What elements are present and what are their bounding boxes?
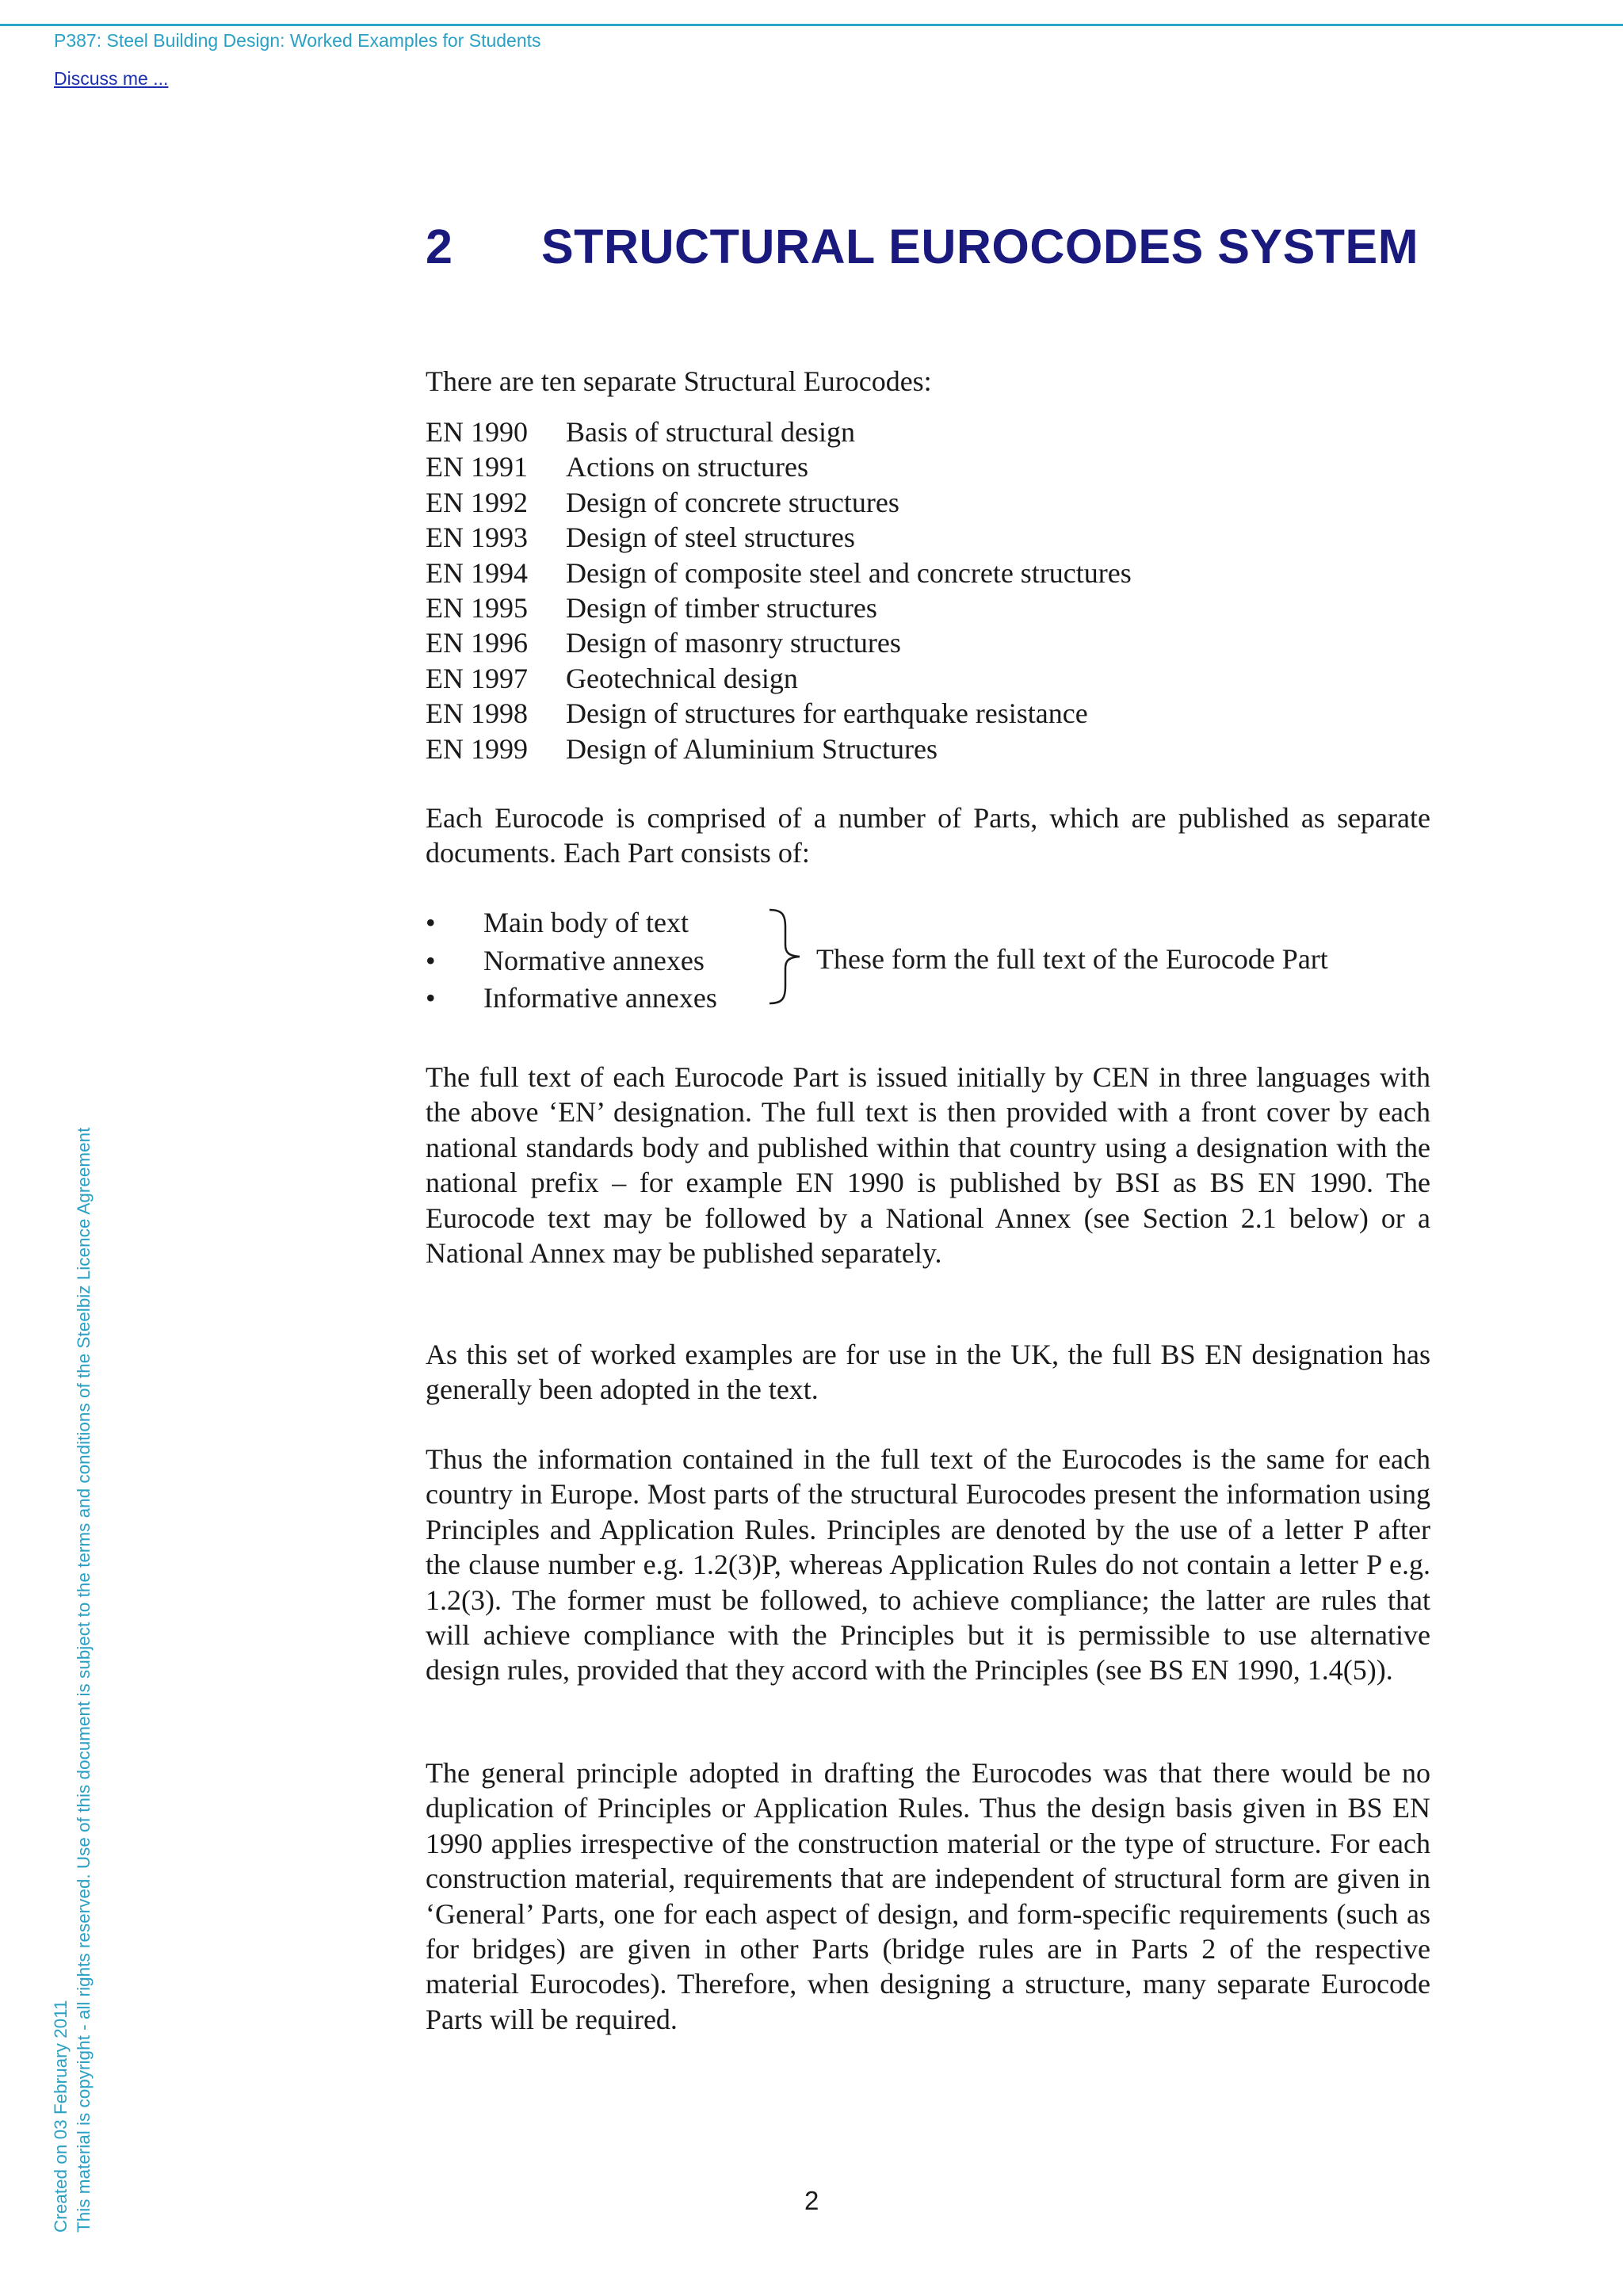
list-item [426, 625, 1132, 660]
list-item [426, 590, 1132, 625]
list-item [426, 415, 1132, 449]
eurocode-title: Design of composite steel and concrete structures [566, 556, 1132, 589]
eurocode-title: Design of structures for earthquake resistance [566, 697, 1088, 730]
discuss-link[interactable]: Discuss me ... [54, 68, 169, 89]
eurocode-code: EN 1996 [426, 627, 528, 659]
eurocode-code: EN 1997 [426, 662, 528, 694]
eurocode-list [426, 415, 1132, 766]
eurocode-title: Design of masonry structures [566, 627, 901, 659]
paragraph-en-designation: The full text of each Eurocode Part is issued initially by CEN in three languages with the above ‘EN’ designation. The full text is then provided with a front cover by each national standards body and published within that country using a designation with the national prefix – for example EN 1990 is published by BSI as BS EN 1990. The Eurocode text may be followed by a National Annex (see Section 2.1 below) or a National Annex may be published separately. [426, 1061, 1430, 1270]
list-item [426, 661, 1132, 696]
eurocode-code: EN 1991 [426, 451, 528, 483]
eurocode-code: EN 1995 [426, 592, 528, 625]
list-item [426, 942, 717, 980]
eurocode-code: EN 1993 [426, 521, 528, 554]
paragraph-general-principle: The general principle adopted in drafting the Eurocodes was that there would be no duplication of Principles or Application Rules. Thus the design basis given in BS EN 1990 applies irrespective of the construction material or the type of structure. For each construction material, requirements that are independent of structural form are given in ‘General’ Parts, one for each aspect of design, and form-specific requirements (such as for bridges) are given in other Parts (bridge rules are in Parts 2 of the respective material Eurocodes). Therefore, when designing a structure, many separate Eurocode Parts will be required. [426, 1757, 1430, 2035]
side-notice-copyright: This material is copyright - all rights reserved. Use of this document is subject to the terms and conditions of the Steelbiz Licence Agreement [74, 1127, 94, 2233]
bullet-glyph: • [426, 944, 436, 976]
chapter-title: STRUCTURAL EUROCODES SYSTEM [541, 220, 1419, 273]
eurocode-title: Design of Aluminium Structures [566, 732, 938, 765]
list-item [426, 696, 1132, 731]
eurocode-title: Design of timber structures [566, 592, 877, 625]
eurocode-title: Actions on structures [566, 451, 808, 483]
list-item [426, 449, 1132, 484]
eurocode-title: Design of steel structures [566, 521, 855, 554]
side-notice-created: Created on 03 February 2011 [51, 2000, 71, 2233]
intro-paragraph: There are ten separate Structural Eurocodes: [426, 365, 932, 397]
header-rule [0, 24, 1623, 26]
eurocode-title: Geotechnical design [566, 662, 798, 694]
paragraph-principles: Thus the information contained in the full text of the Eurocodes is the same for each country in Europe. Most parts of the structural Eurocodes present the information using Principles and Application Rules. Principles are denoted by the use of a letter P after the clause number e.g. 1.2(3)P, whereas Application Rules do not contain a letter P e.g. 1.2(3). The former must be followed, to achieve compliance; the latter are rules that will achieve compliance with the Principles but it is permissible to use alternative design rules, provided that they accord with the Principles (see BS EN 1990, 1.4(5)). [426, 1443, 1430, 1687]
bullet-glyph: • [426, 907, 436, 938]
chapter-heading [426, 219, 1430, 274]
eurocode-code: EN 1999 [426, 732, 528, 765]
chapter-number: 2 [426, 220, 453, 273]
eurocode-title: Basis of structural design [566, 416, 855, 448]
eurocode-code: EN 1990 [426, 416, 528, 448]
list-item [426, 520, 1132, 555]
parts-bullet-list [426, 904, 717, 1018]
side-copyright-notice [49, 1128, 95, 2233]
bullet-text: Normative annexes [483, 944, 705, 976]
list-item [426, 732, 1132, 766]
parts-paragraph: Each Eurocode is comprised of a number of Parts, which are published as separate documents. Each Part consists of: [426, 802, 1430, 869]
eurocode-code: EN 1992 [426, 486, 528, 518]
bullet-glyph: • [426, 982, 436, 1014]
paragraph-uk-usage: As this set of worked examples are for use in the UK, the full BS EN designation has generally been adopted in the text. [426, 1339, 1430, 1406]
eurocode-code: EN 1998 [426, 697, 528, 730]
list-item [426, 980, 717, 1018]
list-item [426, 485, 1132, 520]
list-item [426, 556, 1132, 590]
brace-note: These form the full text of the Eurocode Part [816, 943, 1328, 975]
list-item [426, 904, 717, 942]
curly-brace-icon [763, 907, 811, 1007]
bullet-text: Main body of text [483, 907, 689, 938]
eurocode-code: EN 1994 [426, 556, 528, 589]
page-number: 2 [804, 2186, 819, 2215]
eurocode-title: Design of concrete structures [566, 486, 899, 518]
bullet-text: Informative annexes [483, 982, 717, 1014]
document-header-title: P387: Steel Building Design: Worked Examples for Students [54, 30, 541, 51]
